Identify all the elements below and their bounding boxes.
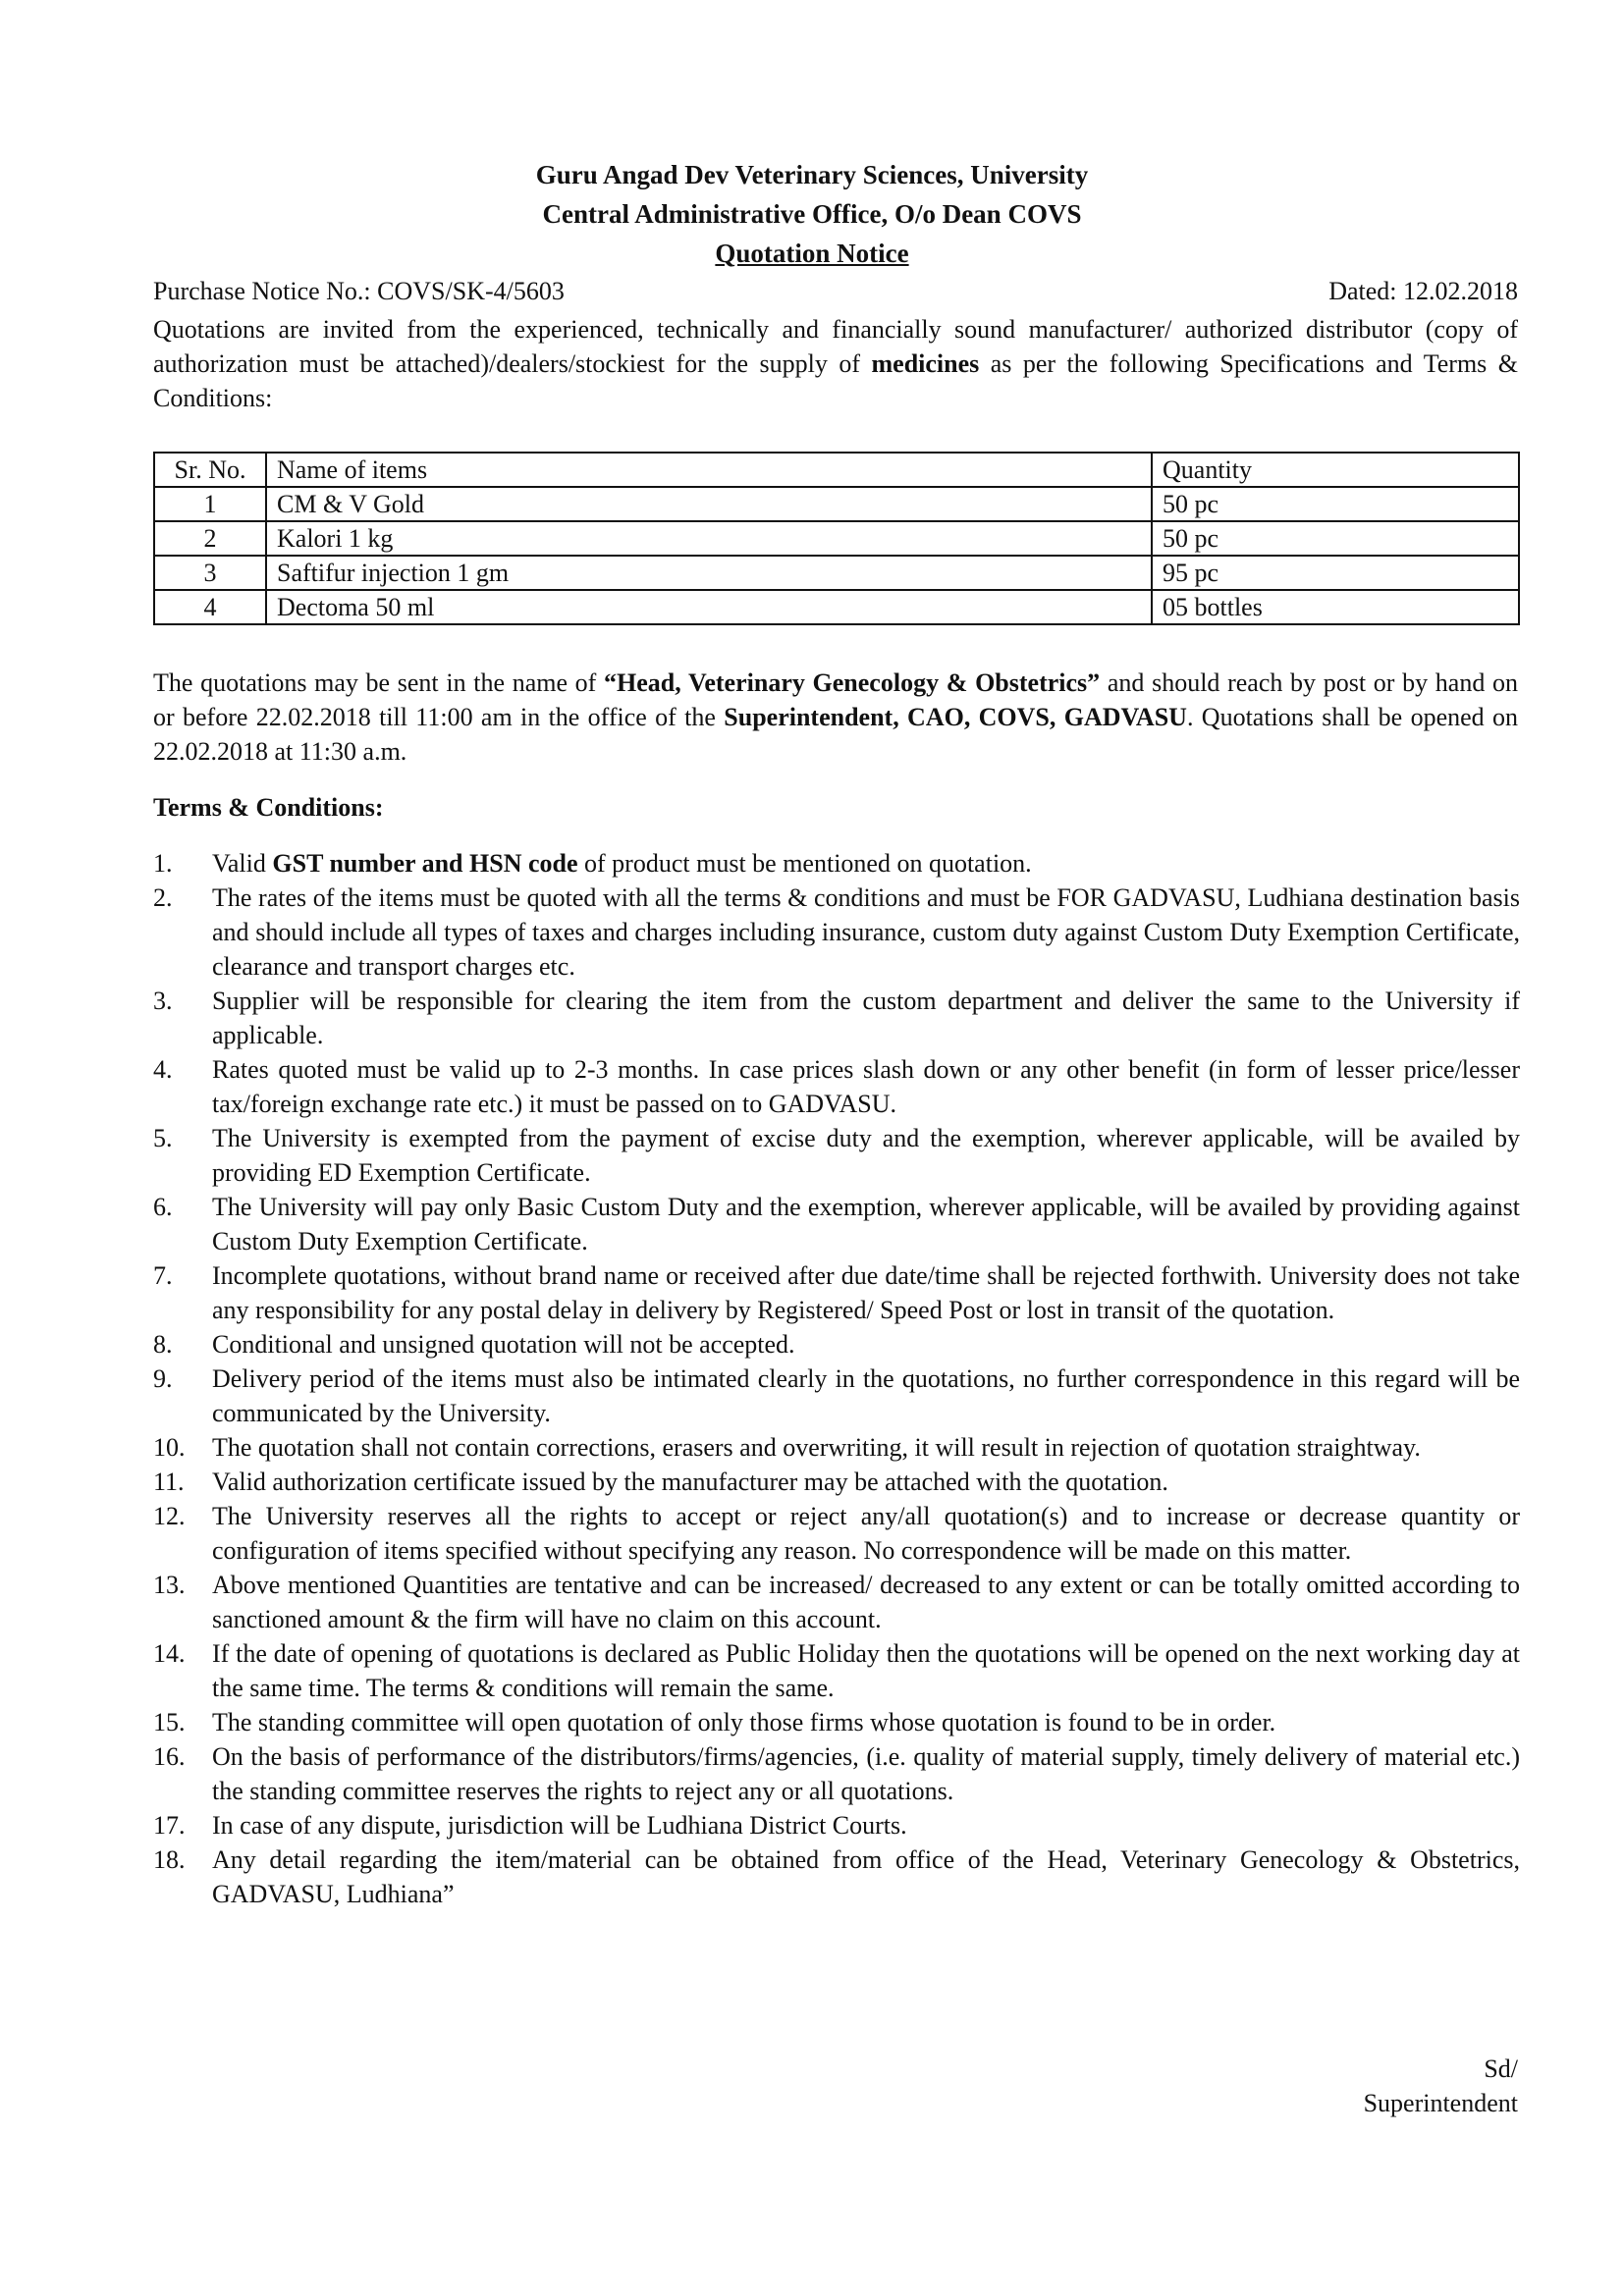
term-text: In case of any dispute, jurisdiction will be Ludhiana District Courts. <box>212 1811 907 1840</box>
term-number: 10. <box>153 1433 186 1462</box>
column-header-quantity: Quantity <box>1152 453 1519 487</box>
intro-text-1: Quotations are invited from the experienced, technically and financially sound manufacturer/ authorized distributor (copy of authorization must be attached)/dealers/stockiest for the supply of <box>153 315 1518 378</box>
intro-bold-medicines: medicines <box>871 349 980 378</box>
term-text: The University reserves all the rights to accept or reject any/all quotation(s) and to increase or decrease quantity or configuration of items specified without specifying any reason. No correspondence will be made on this matter. <box>212 1502 1520 1565</box>
term-text-bold: GST number and HSN code <box>272 849 578 878</box>
intro-paragraph <box>153 312 1518 415</box>
term-item <box>153 1052 1520 1121</box>
term-text: Conditional and unsigned quotation will not be accepted. <box>212 1330 795 1359</box>
term-number: 6. <box>153 1193 173 1221</box>
term-text: Incomplete quotations, without brand name or received after due date/time shall be rejected forthwith. University does not take any responsibility for any postal delay in delivery by Registered/ Speed Post or lost in transit of the quotation. <box>212 1261 1520 1324</box>
term-item <box>153 881 1520 984</box>
term-text: The University is exempted from the payment of excise duty and the exemption, wherever applicable, will be availed by providing ED Exemption Certificate. <box>212 1124 1520 1187</box>
term-item <box>153 1636 1520 1705</box>
term-text: The standing committee will open quotation of only those firms whose quotation is found to be in order. <box>212 1708 1276 1736</box>
notice-title: Quotation Notice <box>715 239 909 268</box>
cell-quantity: 50 pc <box>1152 521 1519 556</box>
signature-sd: Sd/ <box>1484 2055 1518 2083</box>
term-item <box>153 1568 1520 1636</box>
term-item <box>153 1808 1520 1842</box>
cell-sr-no: 1 <box>154 487 266 521</box>
term-item <box>153 1121 1520 1190</box>
intro-text-2: as per the following Specifications and Terms & Conditions: <box>153 349 1518 412</box>
items-table <box>153 452 1520 625</box>
cell-sr-no: 3 <box>154 556 266 590</box>
term-item <box>153 1842 1520 1911</box>
submission-addressee: “Head, Veterinary Genecology & Obstetrics” <box>604 668 1101 697</box>
term-text-post: of product must be mentioned on quotation. <box>577 849 1032 878</box>
table-row <box>154 556 1519 590</box>
term-number: 13. <box>153 1571 186 1599</box>
term-number: 3. <box>153 987 173 1015</box>
term-item <box>153 1465 1520 1499</box>
submission-text-1: The quotations may be sent in the name of <box>153 668 605 697</box>
cell-item-name: Saftifur injection 1 gm <box>266 556 1152 590</box>
cell-item-name: CM & V Gold <box>266 487 1152 521</box>
cell-quantity: 95 pc <box>1152 556 1519 590</box>
term-number: 14. <box>153 1639 186 1668</box>
column-header-item-name: Name of items <box>266 453 1152 487</box>
term-text: Rates quoted must be valid up to 2-3 months. In case prices slash down or any other benefit (in form of lesser price/lesser tax/foreign exchange rate etc.) it must be passed on to GADVASU. <box>212 1055 1520 1118</box>
table-row <box>154 521 1519 556</box>
term-number: 15. <box>153 1708 186 1736</box>
term-item <box>153 1190 1520 1258</box>
term-number: 18. <box>153 1845 186 1874</box>
university-name: Guru Angad Dev Veterinary Sciences, University <box>535 160 1089 189</box>
term-number: 9. <box>153 1364 173 1393</box>
term-text: Any detail regarding the item/material can be obtained from office of the Head, Veterinary Genecology & Obstetrics, GADVASU, Ludhiana” <box>212 1845 1520 1908</box>
term-number: 11. <box>153 1468 185 1496</box>
signature-title: Superintendent <box>1363 2089 1518 2117</box>
term-item <box>153 1739 1520 1808</box>
term-number: 7. <box>153 1261 173 1290</box>
term-item <box>153 1362 1520 1430</box>
term-item <box>153 1499 1520 1568</box>
terms-list <box>153 846 1520 1911</box>
term-text: The University will pay only Basic Custom Duty and the exemption, wherever applicable, will be availed by providing against Custom Duty Exemption Certificate. <box>212 1193 1520 1255</box>
term-text-pre: Valid <box>212 849 273 878</box>
term-item <box>153 1327 1520 1362</box>
submission-text-3: . Quotations shall be opened on 22.02.2018 at 11:30 a.m. <box>153 703 1518 766</box>
term-item <box>153 1705 1520 1739</box>
term-number: 2. <box>153 883 173 912</box>
term-item <box>153 846 1520 881</box>
term-text: On the basis of performance of the distributors/firms/agencies, (i.e. quality of material supply, timely delivery of material etc.) the standing committee reserves the rights to reject any or all quotations. <box>212 1742 1520 1805</box>
submission-paragraph <box>153 666 1518 769</box>
cell-quantity: 05 bottles <box>1152 590 1519 624</box>
term-text: The quotation shall not contain corrections, erasers and overwriting, it will result in rejection of quotation straightway. <box>212 1433 1421 1462</box>
terms-heading: Terms & Conditions: <box>153 793 384 822</box>
purchase-notice-number: Purchase Notice No.: COVS/SK-4/5603 <box>153 277 565 305</box>
term-text: Valid authorization certificate issued by the manufacturer may be attached with the quotation. <box>212 1468 1168 1496</box>
term-text: The rates of the items must be quoted with all the terms & conditions and must be FOR GADVASU, Ludhiana destination basis and should include all types of taxes and charges including insurance, custom duty against Custom Duty Exemption Certificate, clearance and transport charges etc. <box>212 883 1520 981</box>
table-row <box>154 590 1519 624</box>
submission-office: Superintendent, CAO, COVS, GADVASU <box>724 703 1187 731</box>
notice-date: Dated: 12.02.2018 <box>1328 277 1518 305</box>
table-row <box>154 487 1519 521</box>
term-item <box>153 1430 1520 1465</box>
term-number: 16. <box>153 1742 186 1771</box>
term-text: If the date of opening of quotations is declared as Public Holiday then the quotations will be opened on the next working day at the same time. The terms & conditions will remain the same. <box>212 1639 1520 1702</box>
term-number: 5. <box>153 1124 173 1152</box>
submission-text-2: and should reach by post or by hand on or before 22.02.2018 till 11:00 am in the office of the <box>153 668 1519 731</box>
term-text: Supplier will be responsible for clearing the item from the custom department and deliver the same to the University if applicable. <box>212 987 1520 1049</box>
column-header-sr-no: Sr. No. <box>154 453 266 487</box>
table-header-row <box>154 453 1519 487</box>
office-name: Central Administrative Office, O/o Dean COVS <box>542 199 1082 229</box>
cell-sr-no: 2 <box>154 521 266 556</box>
term-number: 8. <box>153 1330 173 1359</box>
cell-sr-no: 4 <box>154 590 266 624</box>
signature-block <box>1364 2052 1518 2120</box>
cell-quantity: 50 pc <box>1152 487 1519 521</box>
term-number: 4. <box>153 1055 173 1084</box>
term-number: 17. <box>153 1811 186 1840</box>
term-text: Delivery period of the items must also be intimated clearly in the quotations, no further correspondence in this regard will be communicated by the University. <box>212 1364 1520 1427</box>
document-header <box>0 155 1624 273</box>
term-text: Above mentioned Quantities are tentative and can be increased/ decreased to any extent or can be totally omitted according to sanctioned amount & the firm will have no claim on this account. <box>212 1571 1520 1633</box>
cell-item-name: Dectoma 50 ml <box>266 590 1152 624</box>
term-number: 12. <box>153 1502 186 1530</box>
term-item <box>153 984 1520 1052</box>
term-number: 1. <box>153 849 173 878</box>
cell-item-name: Kalori 1 kg <box>266 521 1152 556</box>
term-item <box>153 1258 1520 1327</box>
